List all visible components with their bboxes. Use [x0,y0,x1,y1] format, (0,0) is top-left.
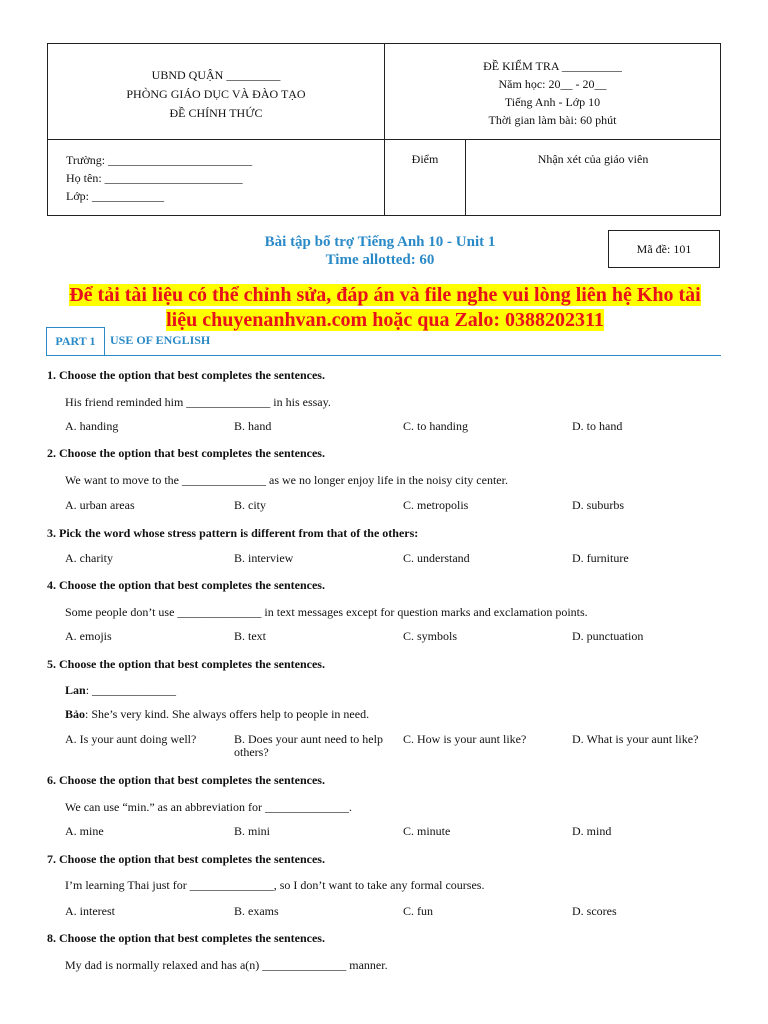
part-title: USE OF ENGLISH [110,333,211,347]
exam-info-cell [385,44,721,140]
question-5-dialogue-line-1 [65,683,176,698]
exam-code-box: Mã đề: 101 [608,230,720,268]
school-year-line: Năm học: 20__ - 20__ [498,77,607,91]
question-4-option-d: D. punctuation [572,629,644,643]
school-field: Trường: ________________________ [66,153,253,167]
question-6-option-c: C. minute [403,824,451,838]
promo-banner [40,283,730,333]
speaker-1-name: Lan [65,683,86,697]
question-2-option-b: B. city [234,498,266,512]
question-1-instruction: 1. Choose the option that best completes the sentences. [47,368,325,382]
subject-line: Tiếng Anh - Lớp 10 [504,95,601,109]
promo-line-2: liệu chuyenanhvan.com hoặc qua Zalo: 0388202311 [166,309,604,331]
exam-title-line: ĐỀ KIỂM TRA __________ [483,59,622,73]
question-7-instruction: 7. Choose the option that best completes the sentences. [47,852,325,866]
question-5-option-d: D. What is your aunt like? [572,732,699,746]
speaker-2-name: Bảo [65,707,86,721]
question-2-instruction: 2. Choose the option that best completes the sentences. [47,446,325,460]
question-3-option-d: D. furniture [572,551,629,565]
question-8-sentence: My dad is normally relaxed and has a(n) ______________ manner. [65,958,388,972]
question-1-option-b: B. hand [234,419,272,433]
question-6-sentence: We can use “min.” as an abbreviation for ______________. [65,800,352,814]
duration-line: Thời gian làm bài: 60 phút [488,113,617,127]
question-7-sentence: I’m learning Thai just for ______________, so I don’t want to take any formal courses. [65,878,485,892]
speaker-1-text: : ______________ [85,683,177,697]
department-cell [48,44,385,140]
official-exam-line: ĐỀ CHÍNH THỨC [169,106,263,120]
question-5-dialogue-line-2 [65,707,369,722]
question-4-option-b: B. text [234,629,266,643]
district-line: UBND QUẬN _________ [151,68,281,82]
teacher-comment-label: Nhận xét của giáo viên [537,152,649,166]
teacher-comment-cell [466,140,721,216]
worksheet-title: Bài tập bổ trợ Tiếng Anh 10 - Unit 1 [264,234,496,250]
question-4-option-c: C. symbols [403,629,458,643]
question-2-option-a: A. urban areas [65,498,135,512]
question-1-option-a: A. handing [65,419,119,433]
speaker-2-text: : She’s very kind. She always offers help to people in need. [85,707,370,721]
exam-header-table [47,43,721,216]
question-7-option-d: D. scores [572,904,617,918]
department-line: PHÒNG GIÁO DỤC VÀ ĐÀO TẠO [126,87,306,101]
question-2-sentence: We want to move to the ______________ as we no longer enjoy life in the noisy city center. [65,473,508,487]
question-5-instruction: 5. Choose the option that best completes the sentences. [47,657,325,671]
question-5-option-b: B. Does your aunt need to help others? [234,732,383,759]
question-6-option-d: D. mind [572,824,612,838]
question-3-option-c: C. understand [403,551,470,565]
part-label: PART 1 [46,327,105,356]
student-info-cell [48,140,385,216]
promo-line-1: Để tải tài liệu có thể chỉnh sửa, đáp án và file nghe vui lòng liên hệ Kho tài [69,284,701,306]
question-6-option-b: B. mini [234,824,271,838]
question-3-instruction: 3. Pick the word whose stress pattern is different from that of the others: [47,526,419,540]
question-7-option-a: A. interest [65,904,115,918]
score-cell [385,140,466,216]
class-field: Lớp: ____________ [66,189,165,203]
name-field: Họ tên: _______________________ [66,171,243,185]
question-7-option-c: C. fun [403,904,433,918]
question-1-option-d: D. to hand [572,419,623,433]
question-5-option-a: A. Is your aunt doing well? [65,732,197,746]
question-4-option-a: A. emojis [65,629,112,643]
question-2-option-d: D. suburbs [572,498,625,512]
question-2-option-c: C. metropolis [403,498,469,512]
time-allotted: Time allotted: 60 [325,252,435,268]
question-7-option-b: B. exams [234,904,279,918]
question-3-option-a: A. charity [65,551,113,565]
score-label: Điểm [411,152,439,166]
question-4-sentence: Some people don’t use ______________ in text messages except for question marks and exclamation points. [65,605,588,619]
question-6-option-a: A. mine [65,824,104,838]
question-1-option-c: C. to handing [403,419,468,433]
question-1-sentence: His friend reminded him ______________ in his essay. [65,395,331,409]
question-3-option-b: B. interview [234,551,294,565]
question-4-instruction: 4. Choose the option that best completes the sentences. [47,578,325,592]
question-5-option-c: C. How is your aunt like? [403,732,527,746]
part-divider [105,355,721,356]
question-8-instruction: 8. Choose the option that best completes the sentences. [47,931,325,945]
question-6-instruction: 6. Choose the option that best completes the sentences. [47,773,325,787]
